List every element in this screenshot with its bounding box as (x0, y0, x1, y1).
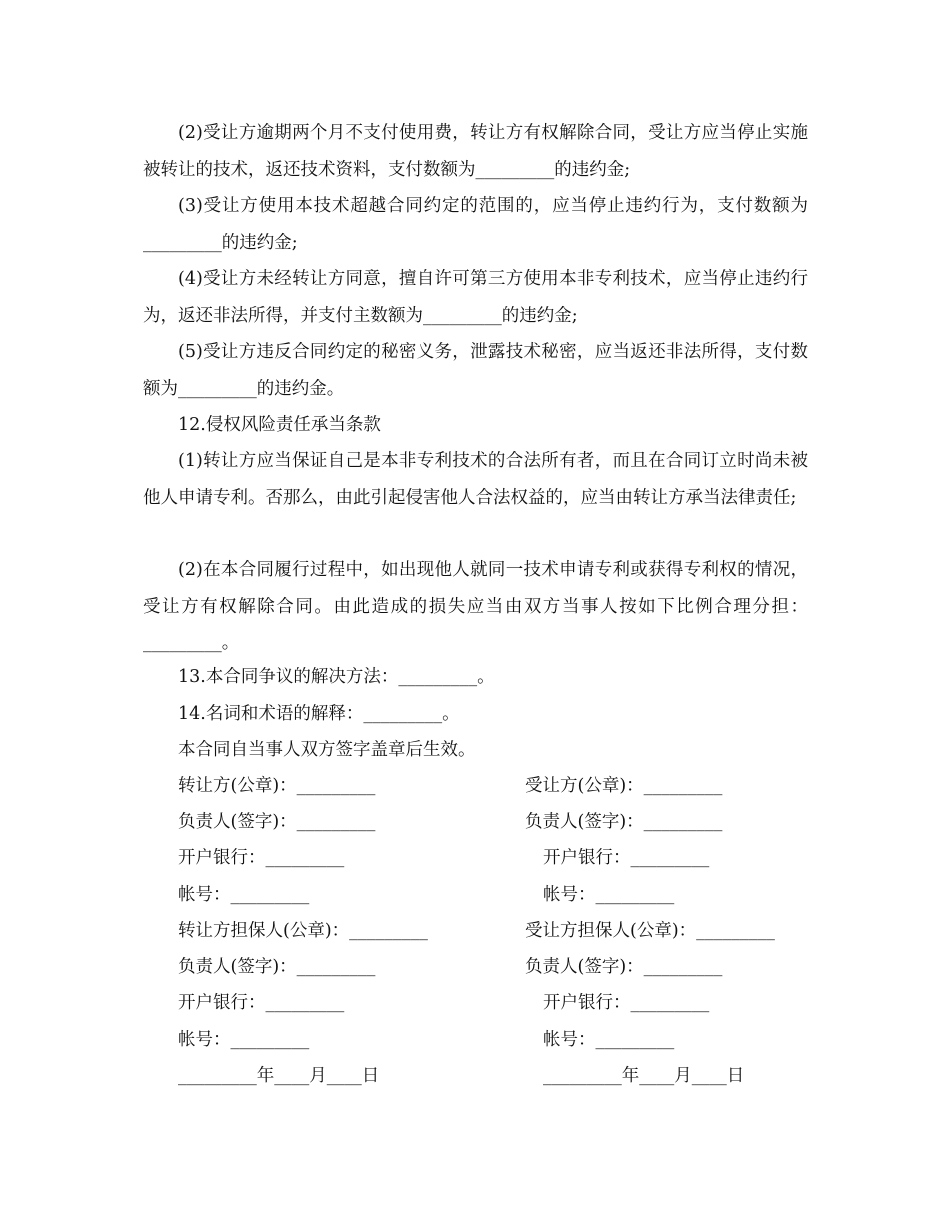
clause-paragraph: 本合同自当事人双方签字盖章后生效。 (178, 740, 476, 760)
transferor-account-line: 帐号：_________ (178, 885, 310, 905)
transferee-date-line: _________年____月____日 (543, 1066, 745, 1086)
transferee-guarantor-account-line: 帐号：_________ (543, 1030, 675, 1050)
clause-paragraph: (2)在本合同履行过程中，如出现他人就同一技术申请专利或获得专利权的情况，受让方有权解除合同。由此造成的损失应当由双方当事人按如下比例合理分担：_________。 (143, 560, 808, 653)
clause-paragraph: 14.名词和术语的解释：_________。 (178, 704, 460, 724)
clause-paragraph: (3)受让方使用本技术超越合同约定的范围的，应当停止违约行为，支付数额为_________的违约金; (143, 196, 808, 253)
clause-paragraph: (4)受让方未经转让方同意，擅自许可第三方使用本非专利技术，应当停止违约行为，返还非法所得，并支付主数额为_________的违约金; (143, 269, 808, 326)
transferor-guarantor-bank-line: 开户银行：_________ (178, 993, 345, 1013)
transferor-guarantor-account-line: 帐号：_________ (178, 1030, 310, 1050)
transferor-bank-line: 开户银行：_________ (178, 848, 345, 868)
transferor-guarantor-seal-line: 转让方担保人(公章)：_________ (178, 921, 428, 941)
transferor-responsible-line: 负责人(签字)：_________ (178, 812, 376, 832)
clause-paragraph: (1)转让方应当保证自己是本非专利技术的合法所有者，而且在合同订立时尚未被他人申请专利。否那么，由此引起侵害他人合法权益的，应当由转让方承当法律责任; (143, 451, 808, 508)
transferor-seal-line: 转让方(公章)：_________ (178, 776, 376, 796)
clause-paragraph: (2)受让方逾期两个月不支付使用费，转让方有权解除合同，受让方应当停止实施被转让的技术，返还技术资料，支付数额为_________的违约金; (143, 123, 808, 180)
transferor-guarantor-responsible-line: 负责人(签字)：_________ (178, 957, 376, 977)
transferee-bank-line: 开户银行：_________ (543, 848, 710, 868)
section-heading: 12.侵权风险责任承当条款 (178, 415, 381, 435)
clause-paragraph: (5)受让方违反合同约定的秘密义务，泄露技术秘密，应当返还非法所得，支付数额为_________的违约金。 (143, 342, 808, 399)
clause-paragraph: 13.本合同争议的解决方法：_________。 (178, 667, 495, 687)
transferee-guarantor-bank-line: 开户银行：_________ (543, 993, 710, 1013)
transferee-account-line: 帐号：_________ (543, 885, 675, 905)
transferee-responsible-line: 负责人(签字)：_________ (525, 812, 723, 832)
transferee-guarantor-responsible-line: 负责人(签字)：_________ (525, 957, 723, 977)
transferee-guarantor-seal-line: 受让方担保人(公章)：_________ (525, 921, 775, 941)
transferor-date-line: _________年____月____日 (178, 1066, 380, 1086)
transferee-seal-line: 受让方(公章)：_________ (525, 776, 723, 796)
